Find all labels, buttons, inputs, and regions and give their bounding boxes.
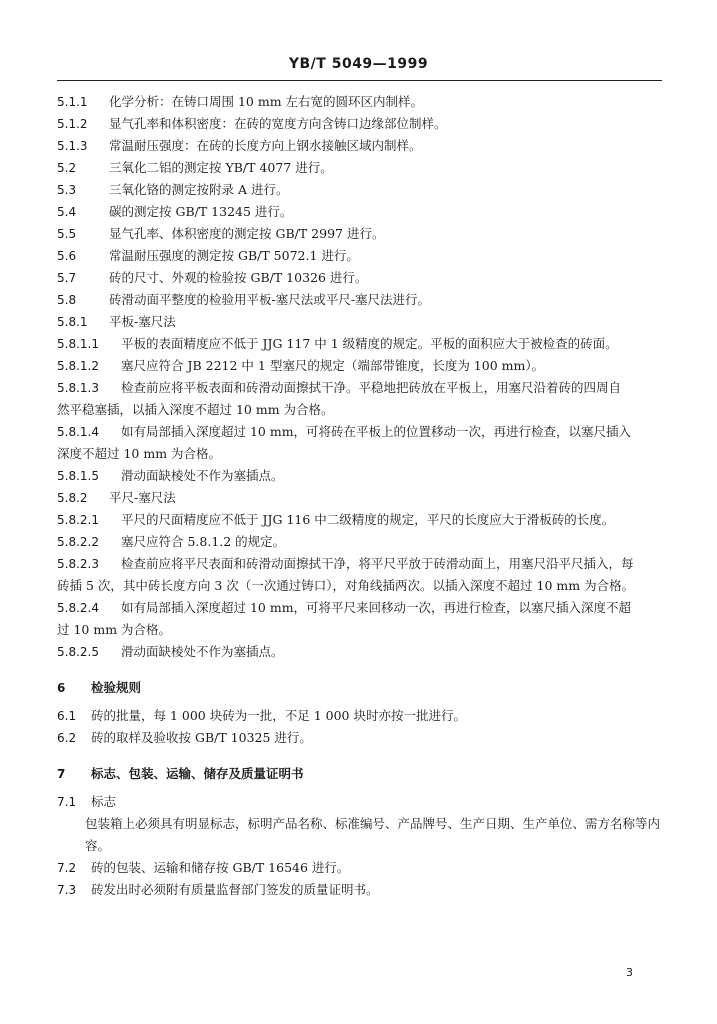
clause-number: 5.8.2.2 xyxy=(57,535,99,549)
clause-text: 如有局部插入深度超过 10 mm，可将平尺来回移动一次，再进行检查，以塞尺插入深度不超 xyxy=(121,600,632,615)
clause-text: 常温耐压强度：在砖的长度方向上钢水接触区域内制样。 xyxy=(109,138,422,153)
clause-text: 碳的测定按 GB/T 13245 进行。 xyxy=(109,204,293,219)
clause-text: 塞尺应符合 JB 2212 中 1 型塞尺的规定（端部带锥度，长度为 100 mm）。 xyxy=(121,358,545,373)
clause-line xyxy=(57,289,660,311)
section-number: 7 xyxy=(57,767,66,781)
clause-line xyxy=(57,333,660,355)
section-title: 检验规则 xyxy=(91,680,142,695)
clause-line xyxy=(57,727,660,749)
clause-line xyxy=(57,135,660,157)
clause-line xyxy=(57,421,660,443)
clause-number: 5.8.1.2 xyxy=(57,359,99,373)
clause-line xyxy=(57,113,660,135)
clause-number: 5.8 xyxy=(57,293,77,307)
clause-number: 5.8.2.4 xyxy=(57,601,99,615)
clause-number: 5.6 xyxy=(57,249,77,263)
clause-number: 5.8.1.4 xyxy=(57,425,99,439)
section-number: 6 xyxy=(57,681,66,695)
clause-number: 5.1.3 xyxy=(57,139,88,153)
clause-text: 标志 xyxy=(91,794,117,809)
page-number: 3 xyxy=(626,966,633,979)
clause-line xyxy=(57,91,660,113)
clause-continuation: 砖插 5 次，其中砖长度方向 3 次（一次通过铸口），对角线插两次。以插入深度不超过 10 mm 为合格。 xyxy=(57,578,635,593)
clause-number: 5.8.1.1 xyxy=(57,337,99,351)
clause-text: 检查前应将平板表面和砖滑动面擦拭干净。平稳地把砖放在平板上，用塞尺沿着砖的四周自 xyxy=(121,380,622,395)
clause-continuation: 然平稳塞插，以插入深度不超过 10 mm 为合格。 xyxy=(57,402,334,417)
clause-line xyxy=(57,179,660,201)
clause-text: 砖的批量，每 1 000 块砖为一批，不足 1 000 块时亦按一批进行。 xyxy=(91,708,466,723)
clause-text: 显气孔率和体积密度：在砖的宽度方向含铸口边缘部位制样。 xyxy=(109,116,447,131)
clause-line xyxy=(57,157,660,179)
clause-text: 砖发出时必须附有质量监督部门签发的质量证明书。 xyxy=(91,882,379,897)
clause-list xyxy=(57,91,660,663)
clause-number: 5.8.1 xyxy=(57,315,88,329)
clause-number: 5.8.2.3 xyxy=(57,557,99,571)
clause-line xyxy=(57,487,660,509)
standard-number-header: YB/T 5049—1999 xyxy=(288,56,429,72)
clause-line xyxy=(57,223,660,245)
clause-text: 砖的包装、运输和储存按 GB/T 16546 进行。 xyxy=(91,860,350,875)
clause-number: 6.2 xyxy=(57,731,77,745)
clause-line xyxy=(57,465,660,487)
clause-number: 5.1.1 xyxy=(57,95,88,109)
header-rule xyxy=(57,80,662,81)
clause-text: 如有局部插入深度超过 10 mm，可将砖在平板上的位置移动一次，再进行检查，以塞尺插入 xyxy=(121,424,632,439)
clause-number: 5.7 xyxy=(57,271,77,285)
clause-number: 5.8.2 xyxy=(57,491,88,505)
clause-continuation: 深度不超过 10 mm 为合格。 xyxy=(57,446,222,461)
clause-line xyxy=(57,267,660,289)
clause-text: 砖的取样及验收按 GB/T 10325 进行。 xyxy=(91,730,312,745)
clause-number: 7.1 xyxy=(57,795,77,809)
clause-line xyxy=(57,245,660,267)
clause-number: 5.1.2 xyxy=(57,117,88,131)
clause-line xyxy=(57,791,660,813)
clause-number: 5.2 xyxy=(57,161,77,175)
clause-line xyxy=(57,641,660,663)
clause-text: 塞尺应符合 5.8.1.2 的规定。 xyxy=(121,534,286,549)
clause-number: 5.8.1.3 xyxy=(57,381,99,395)
clause-line xyxy=(57,705,660,727)
clause-text: 三氧化铬的测定按附录 A 进行。 xyxy=(109,182,289,197)
clause-line xyxy=(57,857,660,879)
clause-text: 平板的表面精度应不低于 JJG 117 中 1 级精度的规定。平板的面积应大于被检查的砖面。 xyxy=(121,336,618,351)
clause-text: 滑动面缺棱处不作为塞插点。 xyxy=(121,644,284,659)
clause-text: 砖的尺寸、外观的检验按 GB/T 10326 进行。 xyxy=(109,270,368,285)
clause-number: 7.3 xyxy=(57,883,77,897)
clause-line xyxy=(57,377,660,399)
clause-line xyxy=(57,355,660,377)
marking-paragraph: 包装箱上必须具有明显标志，标明产品名称、标准编号、产品牌号、生产日期、生产单位、需方名称等内容。 xyxy=(85,816,661,853)
document-body xyxy=(57,91,660,901)
clause-line xyxy=(57,531,660,553)
clause-line xyxy=(57,311,660,333)
clause-line xyxy=(57,553,660,575)
clause-text: 滑动面缺棱处不作为塞插点。 xyxy=(121,468,284,483)
clause-text: 显气孔率、体积密度的测定按 GB/T 2997 进行。 xyxy=(109,226,385,241)
clause-number: 5.8.1.5 xyxy=(57,469,99,483)
clause-text: 化学分析：在铸口周围 10 mm 左右宽的圆环区内制样。 xyxy=(109,94,424,109)
clause-number: 6.1 xyxy=(57,709,77,723)
clause-text: 平尺的尺面精度应不低于 JJG 116 中二级精度的规定，平尺的长度应大于滑板砖的长度。 xyxy=(121,512,615,527)
clause-text: 平尺-塞尺法 xyxy=(109,490,176,505)
clause-number: 7.2 xyxy=(57,861,77,875)
section-6-heading xyxy=(57,677,660,699)
clause-text: 检查前应将平尺表面和砖滑动面擦拭干净，将平尺平放于砖滑动面上，用塞尺沿平尺插入，每 xyxy=(121,556,634,571)
clause-number: 5.8.2.1 xyxy=(57,513,99,527)
clause-text: 平板-塞尺法 xyxy=(109,314,176,329)
clause-text: 三氧化二铝的测定按 YB/T 4077 进行。 xyxy=(109,160,333,175)
clause-line xyxy=(57,509,660,531)
clause-number: 5.8.2.5 xyxy=(57,645,99,659)
clause-line xyxy=(57,597,660,619)
clause-number: 5.3 xyxy=(57,183,77,197)
clause-continuation: 过 10 mm 为合格。 xyxy=(57,622,172,637)
clause-number: 5.4 xyxy=(57,205,77,219)
clause-number: 5.5 xyxy=(57,227,77,241)
section-title: 标志、包装、运输、储存及质量证明书 xyxy=(91,766,304,781)
clause-line xyxy=(57,879,660,901)
section-7-heading xyxy=(57,763,660,785)
clause-line xyxy=(57,201,660,223)
clause-text: 常温耐压强度的测定按 GB/T 5072.1 进行。 xyxy=(109,248,359,263)
clause-text: 砖滑动面平整度的检验用平板-塞尺法或平尺-塞尺法进行。 xyxy=(109,292,430,307)
